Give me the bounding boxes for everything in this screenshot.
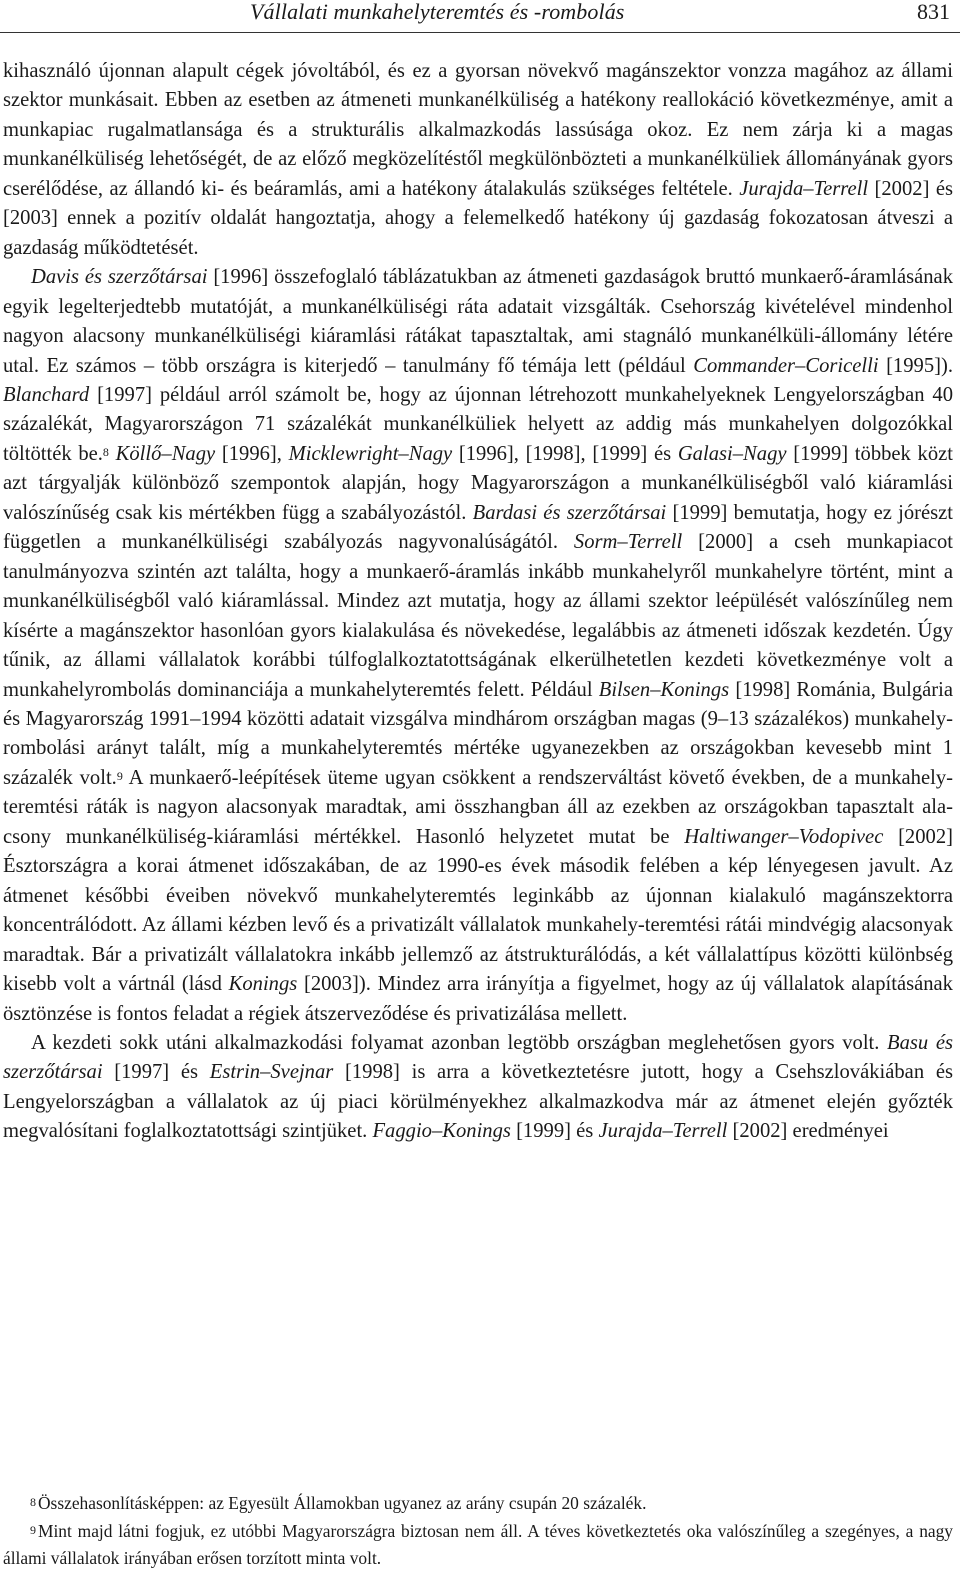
paragraph-text: [1995]). [878, 354, 953, 377]
citation-author: Konings [228, 973, 298, 996]
paragraph-text: [1997] és [102, 1061, 210, 1084]
footnote [3, 1490, 953, 1518]
paragraph [3, 263, 953, 1029]
citation-author: Commander–Coricelli [693, 354, 879, 377]
paragraph-text: [2002] Észtországra a korai átmenet időszakában, de az 1990-es évek második felében a kép lényegesen javult. Az átmenet későbbi éveiben növekvő munkahelyteremtés leginkább az újonnan kialakuló magánszektorra koncentrálódott. Az állami kézben levő és a privatizált vállalatok munkahely-teremtési rátái mindvégig alacsonyak maradtak. Bár a privatizált vállalatokra inkább jellemző az átstrukturálódás, a két vállalattípus közötti különbség kisebb volt a vártnál (lásd [3, 825, 953, 996]
paragraph-text: [1998] Románia, Bulgária és Magyarország 1991–1994 közötti adatait vizsgálva mindhárom országban magas (9–13 százalékos) munkahely-rombolási arányt talált, míg a munkahelyteremtés mértéke ugyanezekben az országokban kevesebb mint 1 százalék volt. [3, 678, 953, 789]
paragraph-text: [1996], [1998], [1999] és [452, 442, 678, 465]
paragraph-text: [1999] és [510, 1120, 599, 1143]
running-title: Vállalati munkahelyteremtés és -rombolás [250, 0, 625, 24]
footnote-text: Összehasonlításképpen: az Egyesült Államokban ugyanez az arány csupán 20 százalék. [38, 1493, 647, 1513]
citation-author: Davis és szerzőtársai [31, 266, 208, 289]
paragraph [3, 57, 953, 263]
citation-author: Bilsen–Konings [598, 678, 730, 701]
paragraph [3, 1029, 953, 1147]
paragraph-text: [2002] eredményei [727, 1120, 889, 1143]
paragraph-text: [1996] összefoglaló táblázatukban az átmeneti gazdaságok bruttó munkaerő-áramlásának egyik legelterjedtebb mutatóját, a munkanélküliségi ráta adatait vizsgálták. Csehország kivételével mindenhol nagyon alacsony munkanélküliségi kiáramlási rátákat tapasztaltak, ami stagnáló munkanélküli-állomány létére utal. Ez számos – több országra is kiterjedő – tanulmány fő témája lett (például [3, 266, 953, 377]
paragraph-text: [1997] például arról számolt be, hogy az újonnan létrehozott munkahelyeknek Lengyelországban 40 százalékát, Magyarországon 71 százalékát munkanélküliek helyett az addig más munkahelyen dolgozókkal töltötték be. [3, 383, 953, 465]
citation-author: Faggio–Konings [372, 1120, 511, 1143]
footnote-reference: 9 [116, 768, 123, 783]
paragraph-text: [1996], [215, 442, 289, 465]
footnotes [3, 1490, 953, 1573]
citation-author: Köllő–Nagy [115, 442, 216, 465]
paragraph-text: A kezdeti sokk utáni alkalmazkodási folyamat azonban legtöbb országban meglehetősen gyors volt. [31, 1031, 888, 1054]
footnote [3, 1518, 953, 1573]
running-header [0, 0, 960, 33]
paragraph-text: [1999] bemutatja, hogy ez jórészt független a munkanélküliségi szabályozás nagyvonalúságától. [3, 501, 953, 554]
citation-author: Micklewright–Nagy [288, 442, 453, 465]
paragraph-text: [2000] a cseh munkapiacot tanulmányozva szintén azt találta, hogy a munkaerő-áramlás inkább munkahelyről munkahelyre történt, mint a munkanélküliségből való kiáramlással. Mindez azt mutatja, hogy az állami szektor leépülését valószínűleg nem kísérte a magánszektor hasonlóan gyors kialakulása és növekedése, legalábbis az átmeneti időszak kezdetén. Úgy tűnik, az állami vállalatok korábbi túlfoglalkoztatottságának elkerülhetetlen kezdeti következménye volt a munkahelyrombolás dominanciája a munkahelyteremtés felett. Például [3, 531, 953, 701]
paragraph-text [109, 443, 116, 465]
citation-author: Jurajda–Terrell [739, 177, 869, 200]
citation-author: Jurajda–Terrell [598, 1120, 728, 1143]
paragraph-text: [1998] is arra a következtetésre jutott, hogy a Csehszlovákiában és Lengyelországban a vállalatok az új piaci körülményekhez alkalmazkodva már az átmenet elején győzték megvalósítani foglalkoztatottsági szintjüket. [3, 1061, 953, 1143]
footnote-mark: 9 [30, 1522, 36, 1537]
citation-author: Basu és szerzőtársai [3, 1031, 953, 1084]
citation-author: Bardasi és szerzőtársai [472, 501, 667, 524]
paragraph-text: [1999] többek közt azt tárgyalják különböző szempontok alapján, hogy Magyarországon a munkanélküliségből való kiáramlási valószínűség csak kis mértékben függ a szabályozástól. [3, 442, 953, 524]
footnote-text: Mint majd látni fogjuk, ez utóbbi Magyarországra biztosan nem áll. A téves következtetés oka valószínűleg a szegényes, a nagy állami vállalatok irányában erősen torzított minta volt. [3, 1520, 953, 1568]
paragraph-text: A munkaerő-leépítések üteme ugyan csökkent a rendszerváltást követő években, de a munkahely-teremtési ráták is nagyon alacsonyak maradtak, ami összhangban áll az ezekben az országokban tapasztalt alacsony munkanélküliség-kiáramlási mértékkel. Hasonló helyzetet mutat be [3, 766, 953, 848]
page-number: 831 [917, 0, 950, 24]
body-text [3, 57, 953, 1147]
paragraph-text: kihasználó újonnan alapult cégek jóvoltából, és ez a gyorsan növekvő magánszektor vonzza magához az állami szektor munkásait. Ebben az esetben az átmeneti munkanélküliség a hatékony reallokáció következménye, amit a munkapiac rugalmatlansága és a strukturális alkalmazkodás lassúsága okoz. Ez nem zárja ki a magas munkanélküliség lehetőségét, de az előző megközelítéstől megkülönbözteti a munkanélküliek állományának gyors cserélődése, az állandó ki- és beáramlás, ami a hatékony átalakulás szükséges feltétele. [3, 60, 953, 200]
footnote-reference: 8 [102, 444, 109, 459]
citation-author: Blanchard [3, 383, 90, 406]
citation-author: Haltiwanger–Vodopivec [684, 825, 884, 848]
citation-author: Galasi–Nagy [677, 442, 787, 465]
paragraph-text: [2003]). Mindez arra irányítja a figyelmet, hogy az új vállalatok alapításának ösztönzése is fontos feladat a régiek átszerveződése és privatizálása mellett. [3, 973, 953, 1025]
citation-author: Sorm–Terrell [573, 531, 683, 554]
footnote-mark: 8 [30, 1495, 36, 1509]
citation-author: Estrin–Svejnar [209, 1061, 334, 1084]
paragraph-text: [2002] és [2003] ennek a pozitív oldalát hangoztatja, ahogy a felemelkedő hatékony új gazdaság fokozatosan átveszi a gazdaság működtetését. [3, 177, 953, 259]
